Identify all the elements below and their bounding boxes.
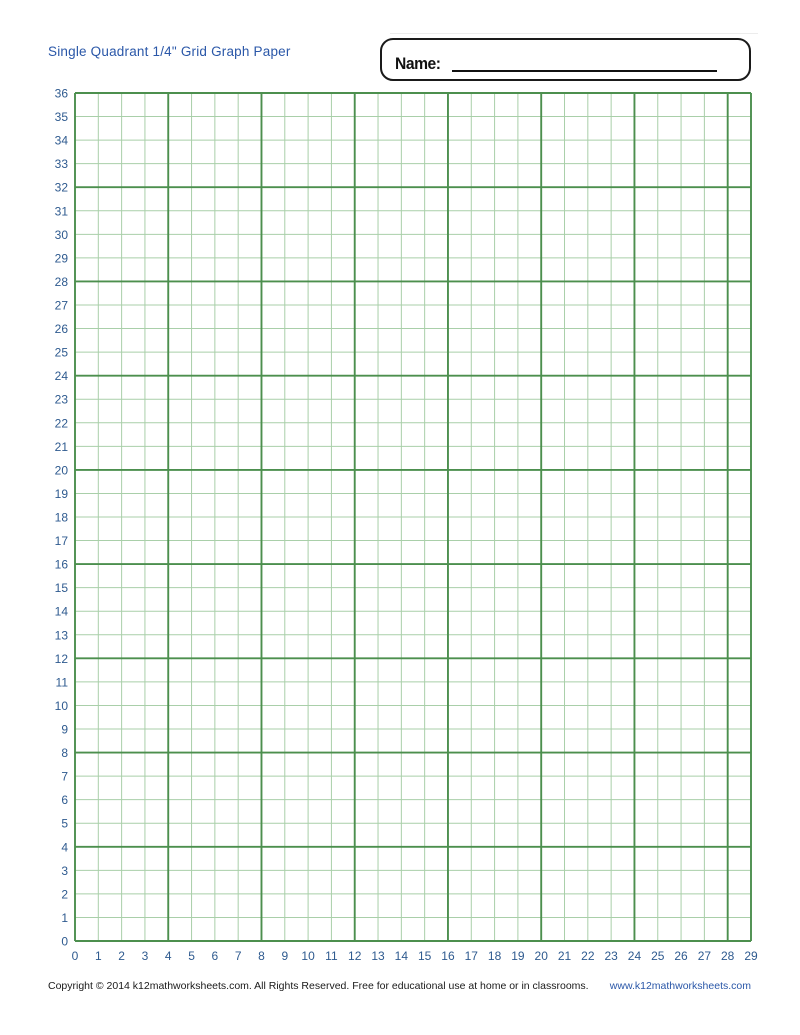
- x-axis-label: 22: [581, 949, 595, 963]
- x-axis-label: 13: [371, 949, 385, 963]
- y-axis-label: 17: [54, 534, 68, 549]
- y-axis-label: 19: [54, 486, 68, 501]
- copyright-text: Copyright © 2014 k12mathworksheets.com. All Rights Reserved. Free for educational use at home or in classrooms.: [48, 980, 589, 992]
- x-axis-label: 27: [697, 949, 712, 963]
- y-axis-label: 34: [54, 133, 68, 148]
- x-axis-label: 2: [118, 949, 125, 963]
- y-axis-label: 14: [54, 604, 68, 619]
- x-axis-label: 18: [487, 949, 502, 963]
- y-axis-label: 25: [54, 345, 68, 360]
- y-axis-label: 31: [54, 204, 68, 219]
- y-axis-label: 22: [54, 416, 68, 431]
- y-axis-label: 18: [54, 510, 68, 525]
- y-axis-label: 2: [61, 887, 68, 902]
- x-axis-label: 8: [258, 949, 265, 963]
- y-axis-label: 13: [54, 628, 68, 643]
- x-axis-label: 0: [71, 949, 79, 963]
- x-axis-label: 20: [534, 949, 548, 963]
- x-axis-label: 7: [234, 949, 242, 963]
- y-axis-label: 7: [61, 769, 68, 784]
- name-label: Name:: [395, 54, 441, 73]
- y-axis-label: 27: [54, 298, 68, 313]
- x-axis-label: 19: [511, 949, 525, 963]
- y-axis-label: 23: [54, 392, 68, 407]
- y-axis-label: 5: [61, 816, 68, 831]
- y-axis-label: 24: [54, 369, 68, 384]
- y-axis-label: 9: [61, 722, 68, 737]
- x-axis-label: 24: [627, 949, 642, 963]
- x-axis-label: 14: [394, 949, 409, 963]
- y-axis-label: 20: [54, 463, 68, 478]
- y-axis-label: 1: [61, 910, 68, 925]
- y-axis-label: 11: [55, 675, 68, 690]
- y-axis-label: 26: [54, 322, 68, 337]
- x-axis-label: 15: [417, 949, 432, 963]
- y-axis-label: 8: [61, 746, 68, 761]
- x-axis-label: 9: [281, 949, 289, 963]
- x-axis-label: 4: [164, 949, 172, 963]
- y-axis-label: 4: [61, 840, 68, 855]
- x-axis-label: 5: [188, 949, 195, 963]
- footer: [0, 980, 800, 1000]
- page-title: Single Quadrant 1/4" Grid Graph Paper: [48, 44, 291, 59]
- y-axis-label: 12: [54, 651, 68, 666]
- x-axis-label: 16: [441, 949, 455, 963]
- x-axis-label: 10: [301, 949, 315, 963]
- y-axis-label: 35: [54, 110, 68, 125]
- x-axis-label: 21: [557, 949, 572, 963]
- y-axis-label: 32: [54, 180, 68, 195]
- x-axis-label: 1: [94, 949, 102, 963]
- x-axis-label: 11: [325, 949, 338, 963]
- website-link[interactable]: www.k12mathworksheets.com: [609, 980, 751, 992]
- x-axis-label: 3: [141, 949, 149, 963]
- y-axis-label: 6: [61, 793, 68, 808]
- y-axis-label: 21: [54, 439, 68, 454]
- y-axis-label: 0: [61, 934, 68, 949]
- x-axis-label: 23: [604, 949, 618, 963]
- y-axis-label: 15: [54, 581, 68, 596]
- y-axis-label: 3: [61, 863, 68, 878]
- y-axis-label: 36: [54, 86, 68, 101]
- y-axis-label: 29: [54, 251, 68, 266]
- x-axis-label: 6: [211, 949, 219, 963]
- y-axis-label: 33: [54, 157, 68, 172]
- y-axis-label: 10: [54, 698, 68, 713]
- x-axis-label: 12: [348, 949, 362, 963]
- y-axis-label: 16: [54, 557, 68, 572]
- y-axis-label: 30: [54, 227, 68, 242]
- y-axis-label: 28: [54, 274, 68, 289]
- x-axis-label: 17: [464, 949, 478, 963]
- x-axis-label: 29: [744, 949, 758, 963]
- x-axis-label: 28: [721, 949, 735, 963]
- x-axis-label: 26: [674, 949, 688, 963]
- x-axis-label: 25: [651, 949, 665, 963]
